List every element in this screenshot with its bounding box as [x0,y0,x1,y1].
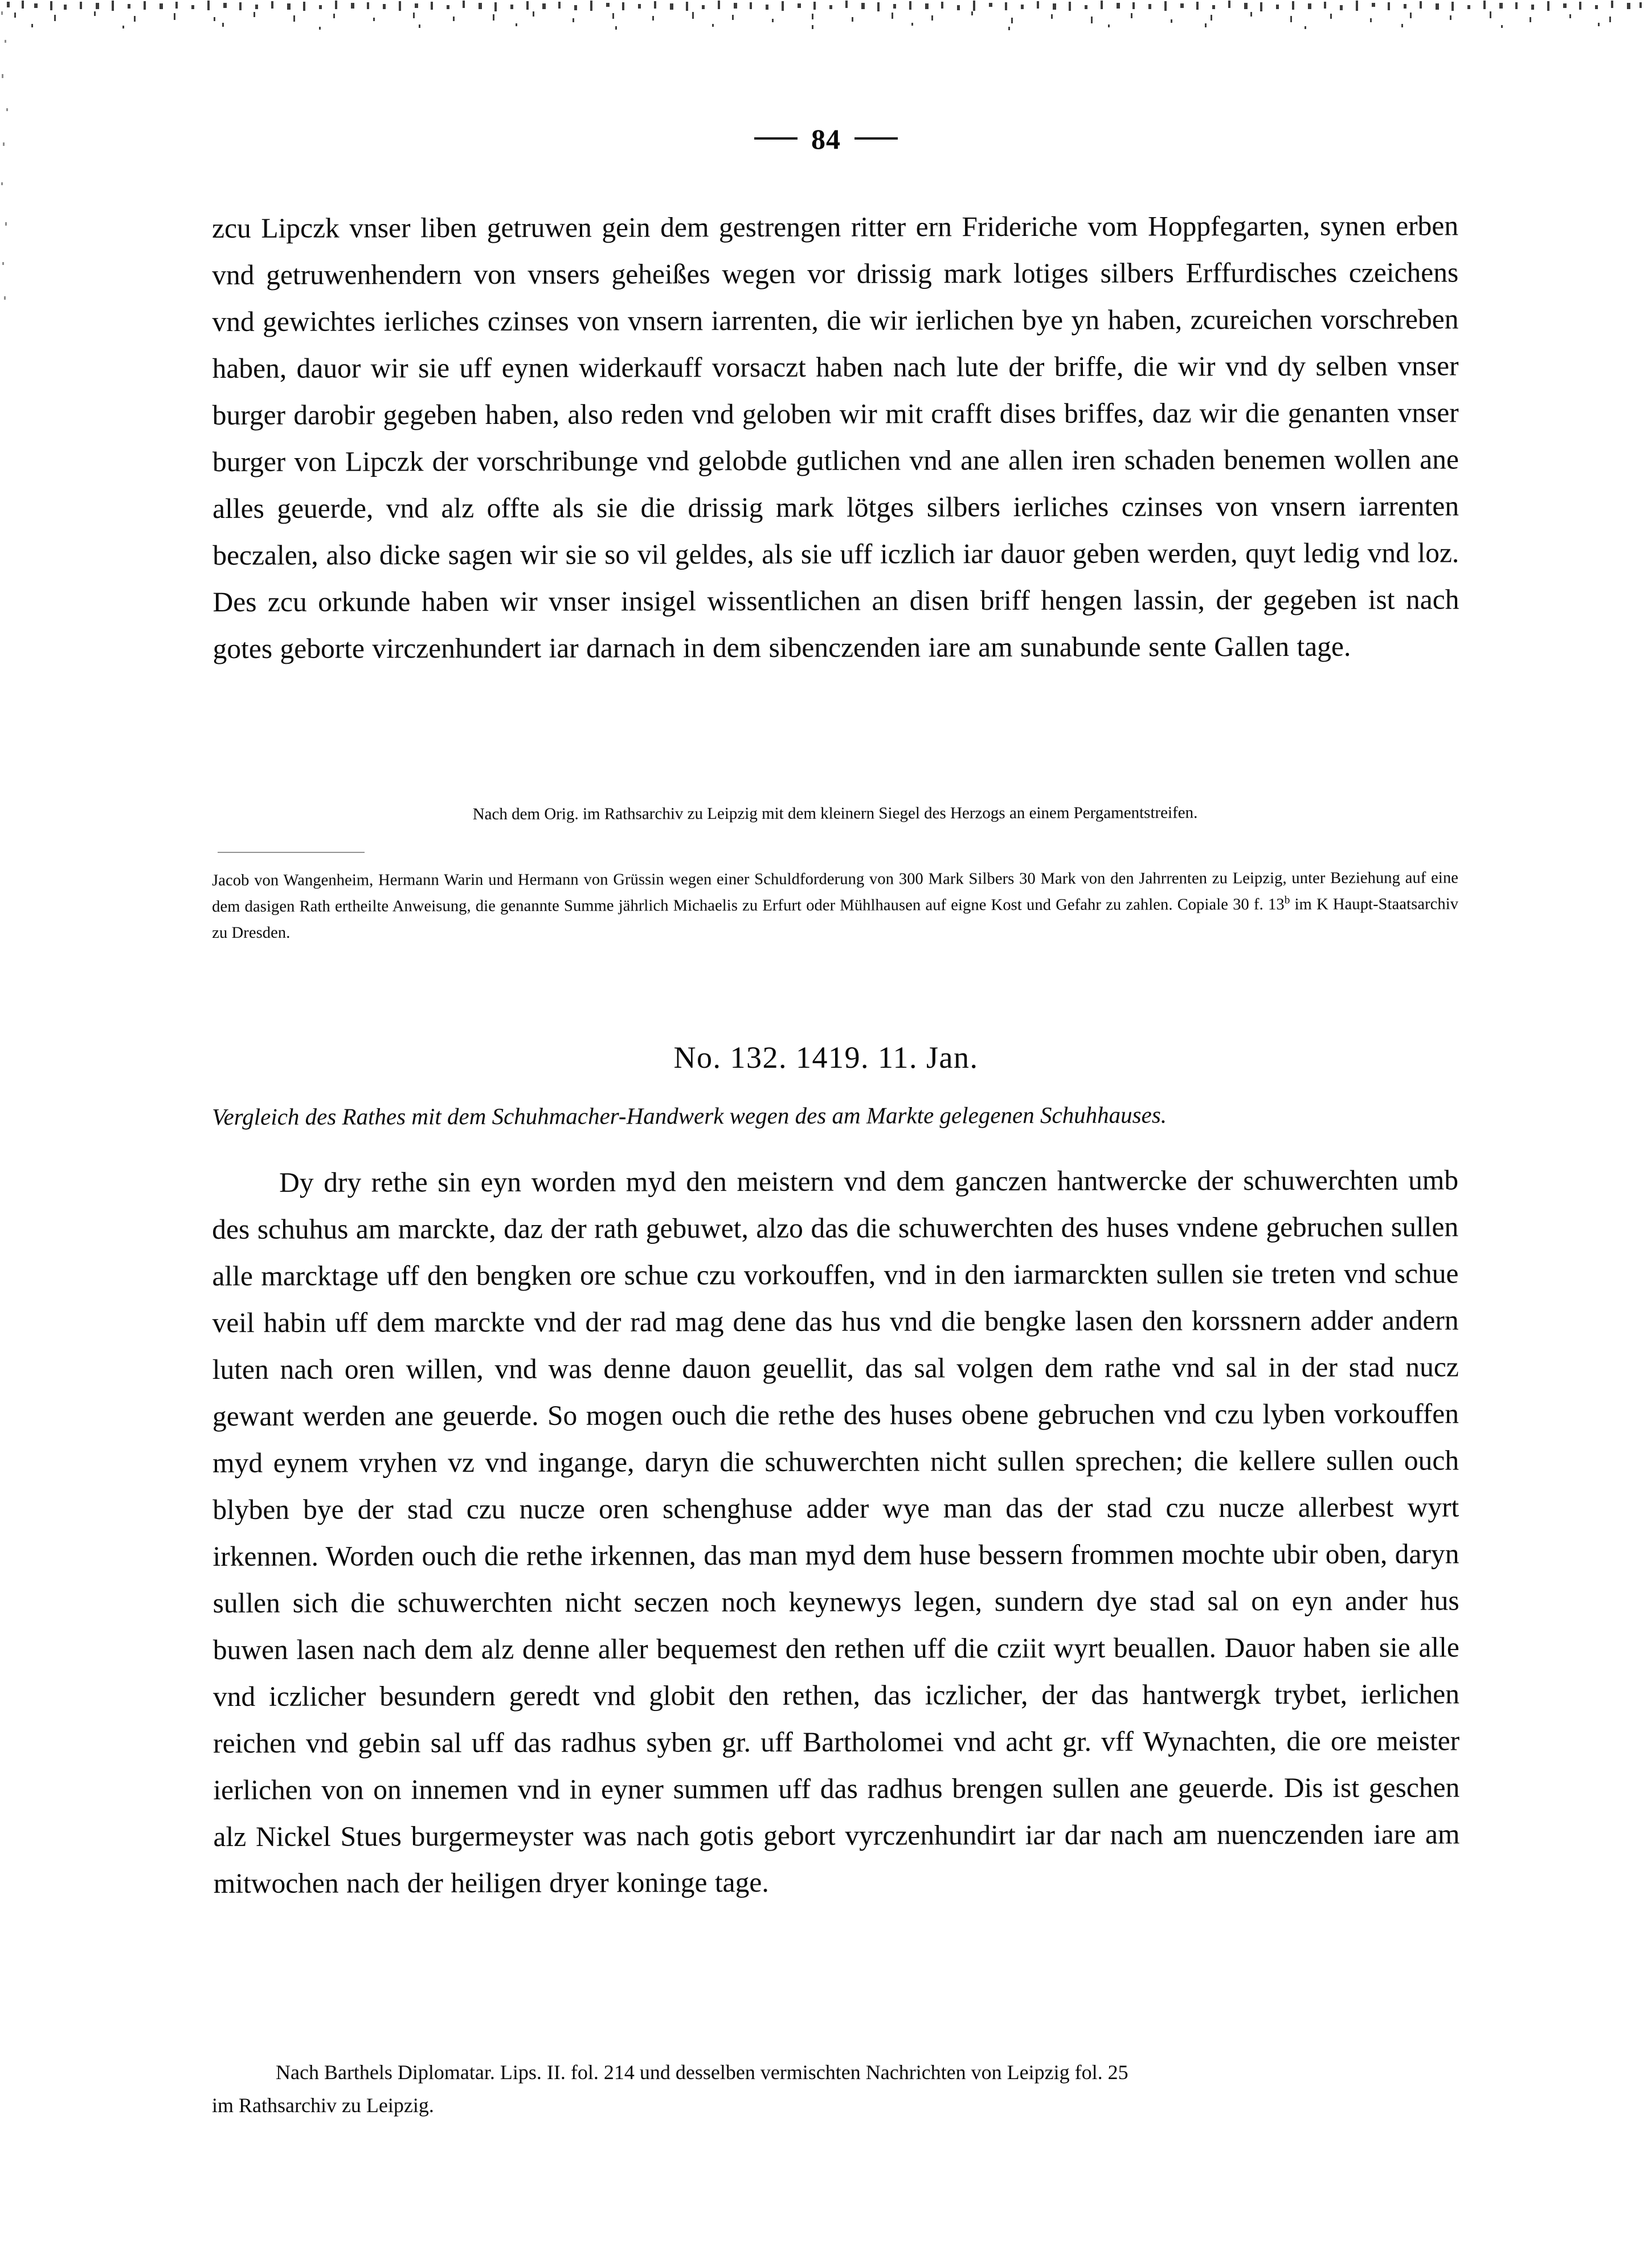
charter-2-source-note-line-1: Nach Barthels Diplomatar. Lips. II. fol. 214 und desselben vermischten Nachrichten von Leipzig fol. 25 [276,2061,1128,2084]
scan-noise-top [0,0,1652,35]
charter-1-body [212,202,1459,672]
charter-2-source-note [212,2056,1474,2122]
charter-1-source-note: Nach dem Orig. im Rathsarchiv zu Leipzig mit dem kleinern Siegel des Herzogs an einem Pergamentstreifen. [472,803,1198,824]
charter-1-paragraph: zcu Lipczk vnser liben getruwen gein dem gestrengen ritter ern Frideriche vom Hoppfegarten, synen erben vnd getruwenhendern von vnsers geheißes wegen vor drissig mark lotiges silbers Erffurdisches czeichens vnd gewichtes ierliches czinses von vnsern iarrenten, die wir ierlichen bye yn haben, zcureichen vorschreben haben, dauor wir sie uff eynen widerkauff vorsaczt haben nach lute der briffe, die wir vnd dy selben vnser burger darobir gegeben haben, also reden vnd geloben wir mit crafft dises briffes, daz wir die genanten vnser burger von Lipczk der vorschribunge vnd gelobde gutlichen vnd ane allen iren schaden benemen wollen ane alles geuerde, vnd alz offte als sie die drissig mark lötges silbers ierliches czinses von vnsern iarrenten beczalen, also dicke sagen wir sie so vil geldes, als sie uff iczlich iar dauor geben werden, quyt ledig vnd loz. Des zcu orkunde haben wir vnser insigel wissentlichen an disen briff hengen lassin, der gegeben ist nach gotes geborte virczenhundert iar darnach in dem sibenczenden iare am sunabunde sente Gallen tage. [212,210,1459,664]
page-header-rule-left [754,137,798,140]
page-header [0,123,1652,156]
charter-2-heading: No. 132. 1419. 11. Jan. [673,1040,979,1075]
footnote-superscript: b [1284,894,1290,907]
page-header-rule-right [854,137,898,140]
charter-2-paragraph: Dy dry rethe sin eyn worden myd den meistern vnd dem ganczen hantwercke der schuwerchten umb des schuhus am marckte, daz der rath gebuwet, alzo das die schuwerchten des huses vndene gebruchen sullen alle marcktage uff den bengken ore schue czu vorkouffen, vnd in den iarmarckten sullen sie treten vnd schue veil habin uff dem marckte vnd der rad mag dene das hus vnd die bengke lasen den korssnern adder andern luten nach oren willen, vnd was denne dauon geuellit, das sal volgen dem rathe vnd sal in der stad nucz gewant werden ane geuerde. So mogen ouch die rethe des huses obene gebruchen vnd czu lyben vorkouffen myd eynem vryhen vz vnd ingange, daryn die schuwerchten nicht sullen sprechen; die kellere sullen ouch blyben bye der stad czu nucze oren schenghuse adder wye man das der stad czu nucze allerbest wyrt irkennen. Worden ouch die rethe irkennen, das man myd dem huse bessern frommen mochte ubir oben, daryn sullen sich die schuwerchten nicht seczen noch keynewys legen, sundern dye stad sal on eyn ander hus buwen lasen nach dem alz denne aller bequemest den rethen uff die cziit wyrt beuallen. Dauor haben sie alle vnd iczlicher besundern geredt vnd globit den rethen, das iczlicher, der das hantwergk trybet, ierlichen reichen vnd gebin sal uff das radhus syben gr. uff Bartholomei vnd acht gr. vff Wynachten, die ore meister ierlichen von on innemen vnd in eyner summen uff das radhus brengen sullen ane geuerde. Dis ist geschen alz Nickel Stues burgermeyster was nach gotis gebort vyrczenhundirt iar dar nach am nuenczenden iare am mitwochen nach der heiligen dryer koninge tage. [212,1164,1460,1899]
scan-noise-left-edge [0,0,15,319]
charter-2-source-note-line-2: im Rathsarchiv zu Leipzig. [212,2094,434,2117]
charter-1-footnote [212,865,1458,946]
footnote-text-part-1: Jacob von Wangenheim, Hermann Warin und Hermann von Grüssin wegen einer Schuldforderung von 300 Mark Silbers 30 Mark von den Jahrrenten zu Leipzig, unter Beziehung auf eine dem dasigen Rath ertheilte Anweisung, die genannte Summe jährlich Michaelis zu Erfurt oder Mühlhausen auf eigne Kost und Gefahr zu zahlen. Copiale 30 f. 13 [212,869,1459,916]
charter-2-body [212,1157,1460,1907]
page-number: 84 [811,123,841,155]
footnote-text-part-2: im K Haupt-Staatsarchiv zu Dresden. [212,895,1459,942]
charter-2-regest: Vergleich des Rathes mit dem Schuhmacher-Handwerk wegen des am Markte gelegenen Schuhhauses. [212,1101,1167,1130]
footnote-divider [218,852,365,853]
charter-1-footnote-block [212,852,1458,946]
